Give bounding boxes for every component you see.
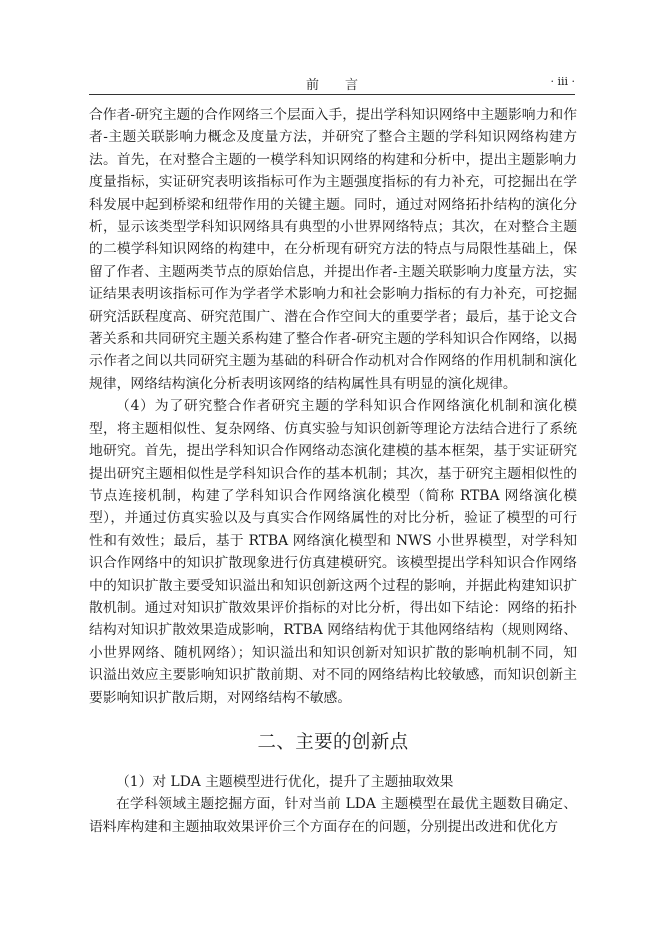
page-header <box>89 72 575 92</box>
header-rule <box>89 94 575 95</box>
body-paragraph-lda: 在学科领域主题挖掘方面，针对当前 LDA 主题模型在最优主题数目确定、语料库构建和主题抽取效果评价三个方面存在的问题，分别提出改进和优化方 <box>89 796 577 835</box>
subsection-heading: （1）对 LDA 主题模型进行优化，提升了主题抽取效果 <box>116 773 454 790</box>
body-paragraph-item-4: （4）为了研究整合作者研究主题的学科知识合作网络演化机制和演化模型，将主题相似性、复杂网络、仿真实验与知识创新等理论方法结合进行了系统地研究。首先，提出学科知识合作网络动态演化建模的基本框架，基于实证研究提出研究主题相似性是学科知识合作的基本机制；其次，基于研究主题相似性的节点连接机制，构建了学科知识合作网络演化模型（简称 RTBA 网络演化模型），并通过仿真实验以及与真实合作网络属性的对比分析，验证了模型的可行性和有效性；最后，基于 RTBA 网络演化模型和 NWS 小世界模型，对学科知识合作网络中的知识扩散现象进行仿真建模研究。该模型提出学科知识合作网络中的知识扩散主要受知识溢出和知识创新这两个过程的影响，并据此构建知识扩散机制。通过对知识扩散效果评价指标的对比分析，得出如下结论：网络的拓扑结构对知识扩散效果造成影响，RTBA 网络结构优于其他网络结构（规则网络、小世界网络、随机网络）；知识溢出和知识创新对知识扩散的影响机制不同，知识溢出效应主要影响知识扩散前期、对不同的网络结构比较敏感，而知识创新主要影响知识扩散后期，对网络结构不敏感。 <box>89 398 577 706</box>
section-heading: 二、主要的创新点 <box>257 731 409 753</box>
page-number: · iii · <box>550 75 575 88</box>
running-title: 前 言 <box>305 78 365 93</box>
body-paragraph-continued: 合作者-研究主题的合作网络三个层面入手，提出学科知识网络中主题影响力和作者-主题关联影响力概念及度量方法，并研究了整合主题的学科知识网络构建方法。首先，在对整合主题的一模学科知识网络的构建和分析中，提出主题影响力度量指标，实证研究表明该指标可作为主题强度指标的有力补充，可挖掘出在学科发展中起到桥梁和纽带作用的关键主题。同时，通过对网络拓扑结构的演化分析，显示该类型学科知识网络具有典型的小世界网络特点；其次，在对整合主题的二模学科知识网络的构建中，在分析现有研究方法的特点与局限性基础上，保留了作者、主题两类节点的原始信息，并提出作者-主题关联影响力度量方法，实证结果表明该指标可作为学者学术影响力和社会影响力指标的有力补充，可挖掘研究活跃程度高、研究范围广、潜在合作空间大的重要学者；最后，基于论文合著关系和共同研究主题关系构建了整合作者-研究主题的学科知识合作网络，以揭示作者之间以共同研究主题为基础的科研合作动机对合作网络的作用机制和演化规律，网络结构演化分析表明该网络的结构属性具有明显的演化规律。 <box>89 107 577 392</box>
page-body <box>89 104 577 838</box>
